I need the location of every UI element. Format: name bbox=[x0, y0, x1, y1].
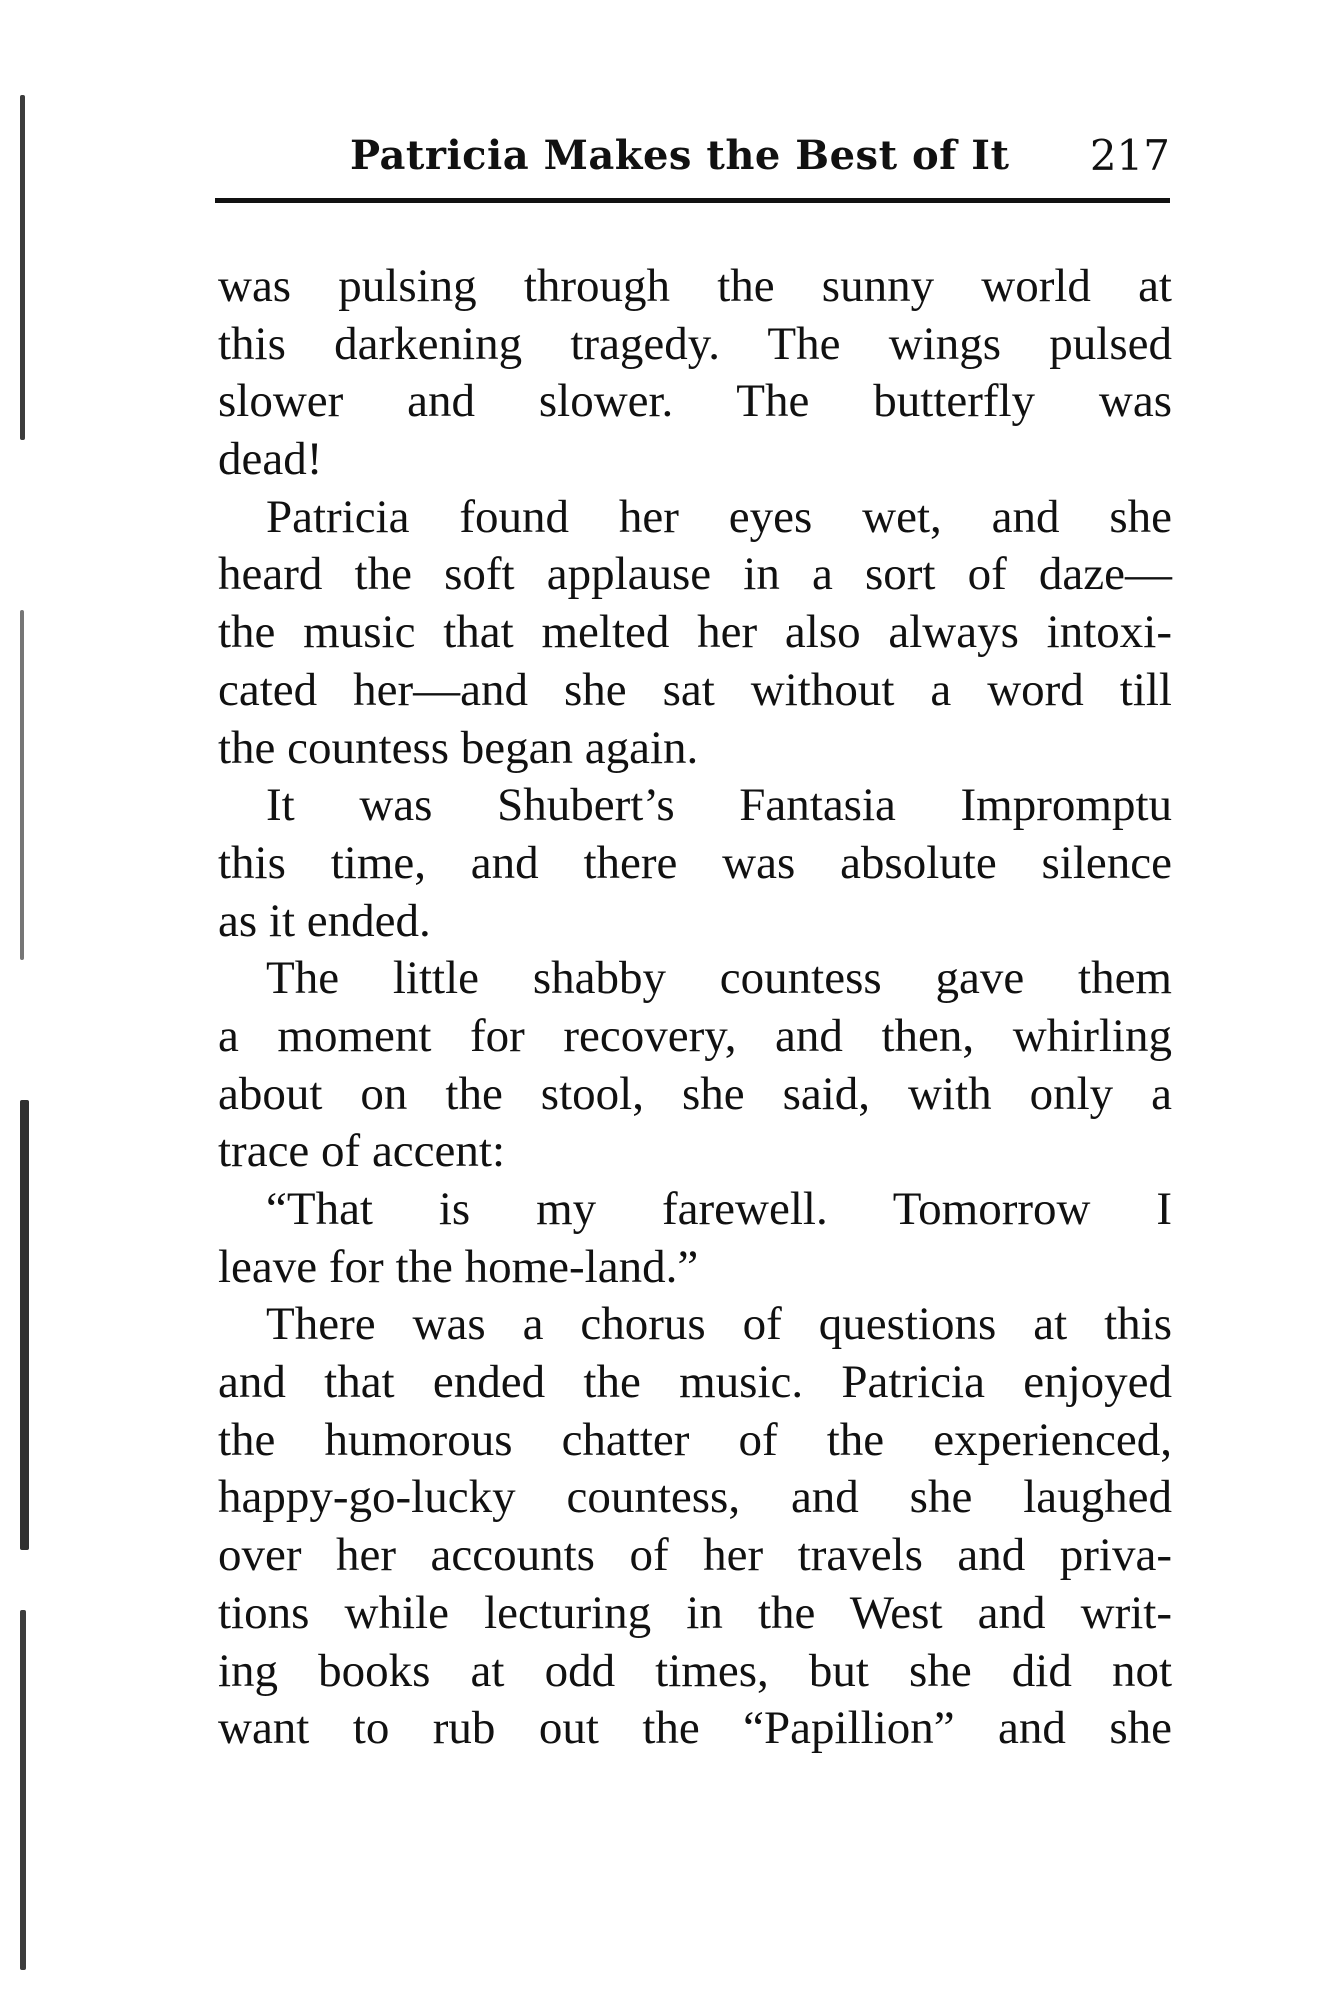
text-line: cated her—and she sat without a word till bbox=[218, 663, 1172, 716]
text-line: leave for the home-land.” bbox=[218, 1240, 699, 1293]
text-line: dead! bbox=[218, 433, 323, 486]
text-line: The little shabby countess gave them bbox=[266, 952, 1172, 1005]
text-line: trace of accent: bbox=[218, 1125, 506, 1178]
text-line: “That is my farewell. Tomorrow I bbox=[266, 1183, 1172, 1235]
text-line: Patricia found her eyes wet, and she bbox=[266, 490, 1172, 543]
binding-shadow bbox=[20, 1610, 26, 1970]
header-rule bbox=[215, 198, 1170, 203]
body-text bbox=[218, 258, 1172, 1758]
text-line: the music that melted her also always intoxi- bbox=[218, 606, 1172, 659]
text-line: the countess began again. bbox=[218, 721, 699, 774]
binding-shadow bbox=[20, 1100, 29, 1550]
running-title: Patricia Makes the Best of It bbox=[350, 132, 1010, 179]
text-line: happy-go-lucky countess, and she laughed bbox=[218, 1471, 1172, 1524]
text-line: this time, and there was absolute silence bbox=[218, 836, 1172, 889]
binding-shadow bbox=[20, 95, 25, 440]
binding-shadow bbox=[20, 610, 24, 960]
text-line: tions while lecturing in the West and writ- bbox=[218, 1586, 1172, 1639]
text-line: heard the soft applause in a sort of daze— bbox=[218, 548, 1172, 601]
running-head bbox=[220, 130, 1170, 196]
text-line: this darkening tragedy. The wings pulsed bbox=[218, 317, 1172, 370]
text-line: over her accounts of her travels and priva- bbox=[218, 1529, 1172, 1582]
text-line: was pulsing through the sunny world at bbox=[218, 260, 1172, 312]
text-line: the humorous chatter of the experienced, bbox=[218, 1413, 1172, 1466]
text-line: It was Shubert’s Fantasia Impromptu bbox=[266, 779, 1172, 832]
text-line: want to rub out the “Papillion” and she bbox=[218, 1702, 1172, 1755]
text-line: as it ended. bbox=[218, 894, 431, 947]
text-line: ing books at odd times, but she did not bbox=[218, 1644, 1172, 1697]
text-line: and that ended the music. Patricia enjoyed bbox=[218, 1356, 1172, 1409]
text-line: slower and slower. The butterfly was bbox=[218, 375, 1172, 428]
page-number: 217 bbox=[1089, 131, 1170, 180]
text-line: a moment for recovery, and then, whirling bbox=[218, 1009, 1172, 1062]
text-line: There was a chorus of questions at this bbox=[266, 1298, 1172, 1351]
text-line: about on the stool, she said, with only a bbox=[218, 1067, 1172, 1120]
